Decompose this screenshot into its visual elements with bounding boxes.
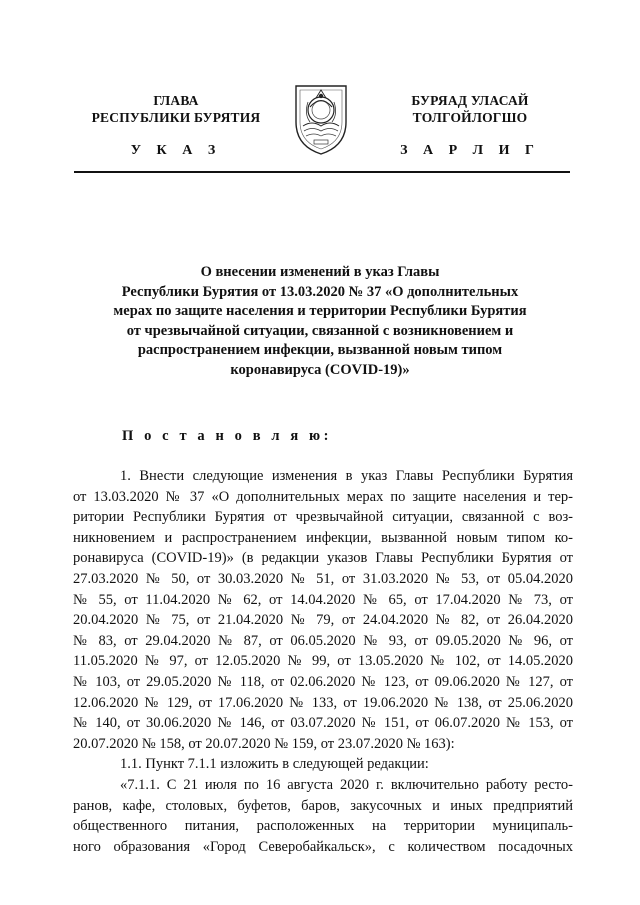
header-right-line2: ТОЛГОЙЛОГШО <box>412 110 528 125</box>
body-line: 20.07.2020 № 158, от 20.07.2020 № 159, от 23.07.2020 № 163): <box>73 735 455 752</box>
body-line: № 55, от 11.04.2020 № 62, от 14.04.2020 № 65, от 17.04.2020 № 73, от <box>73 591 573 608</box>
body-line: ритории Республики Бурятия от чрезвычайной ситуации, связанной с воз- <box>73 509 573 526</box>
body-line: № 103, от 29.05.2020 № 118, от 02.06.2020 № 123, от 09.06.2020 № 127, от <box>73 673 573 690</box>
body-line: общественного питания, расположенных на территории муниципаль- <box>73 818 573 835</box>
doctype-ukaz: У К А З <box>130 143 222 158</box>
header-left-line2: РЕСПУБЛИКИ БУРЯТИЯ <box>91 110 261 125</box>
title-line: коронавируса (COVID-19)» <box>230 361 410 378</box>
document-body <box>73 466 573 857</box>
header-right <box>372 92 568 126</box>
body-line: от 13.03.2020 № 37 «О дополнительных мерах по защите населения и тер- <box>73 488 573 505</box>
body-line: 11.05.2020 № 97, от 12.05.2020 № 99, от 13.05.2020 № 102, от 14.05.2020 <box>73 653 573 670</box>
title-line: Республики Бурятия от 13.03.2020 № 37 «О дополнительных <box>121 283 519 300</box>
body-line: ронавируса (COVID-19)» (в редакции указов Главы Республики Бурятия от <box>73 550 573 567</box>
body-line: ного образования «Город Северобайкальск», с количеством посадочных <box>73 838 573 855</box>
body-line: 12.06.2020 № 129, от 17.06.2020 № 133, от 19.06.2020 № 138, от 25.06.2020 <box>73 694 573 711</box>
body-line: «7.1.1. С 21 июля по 16 августа 2020 г. включительно работу ресто- <box>120 776 573 793</box>
doctype-zarlig: З А Р Л И Г <box>400 143 540 158</box>
title-line: распространением инфекции, вызванной новым типом <box>137 342 503 358</box>
body-line: № 140, от 30.06.2020 № 146, от 03.07.2020 № 151, от 06.07.2020 № 153, от <box>73 715 573 732</box>
document-title <box>100 263 540 380</box>
header-left <box>78 92 274 126</box>
body-line: ранов, кафе, столовых, буфетов, баров, закусочных и иных предприятий <box>73 797 573 814</box>
header-right-line1: БУРЯАД УЛАСАЙ <box>411 93 529 108</box>
body-line: 20.04.2020 № 75, от 21.04.2020 № 79, от 24.04.2020 № 82, от 26.04.2020 <box>73 612 573 629</box>
coat-of-arms-icon <box>292 76 350 156</box>
title-line: от чрезвычайной ситуации, связанной с возникновением и <box>126 322 514 339</box>
title-line: О внесении изменений в указ Главы <box>200 264 440 280</box>
body-line: 1.1. Пункт 7.1.1 изложить в следующей редакции: <box>120 756 429 773</box>
title-line: мерах по защите населения и территории Республики Бурятия <box>113 303 527 319</box>
decree-word: П о с т а н о в л я ю: <box>122 428 333 444</box>
body-line: № 83, от 29.04.2020 № 87, от 06.05.2020 № 93, от 09.05.2020 № 96, от <box>73 632 573 649</box>
body-line: никновением и распространением инфекции, вызванной новым типом ко- <box>73 529 573 546</box>
header-left-line1: ГЛАВА <box>153 93 199 108</box>
header-divider <box>74 171 570 173</box>
body-line: 27.03.2020 № 50, от 30.03.2020 № 51, от 31.03.2020 № 53, от 05.04.2020 <box>73 570 573 587</box>
body-line: 1. Внести следующие изменения в указ Главы Республики Бурятия <box>120 468 573 484</box>
